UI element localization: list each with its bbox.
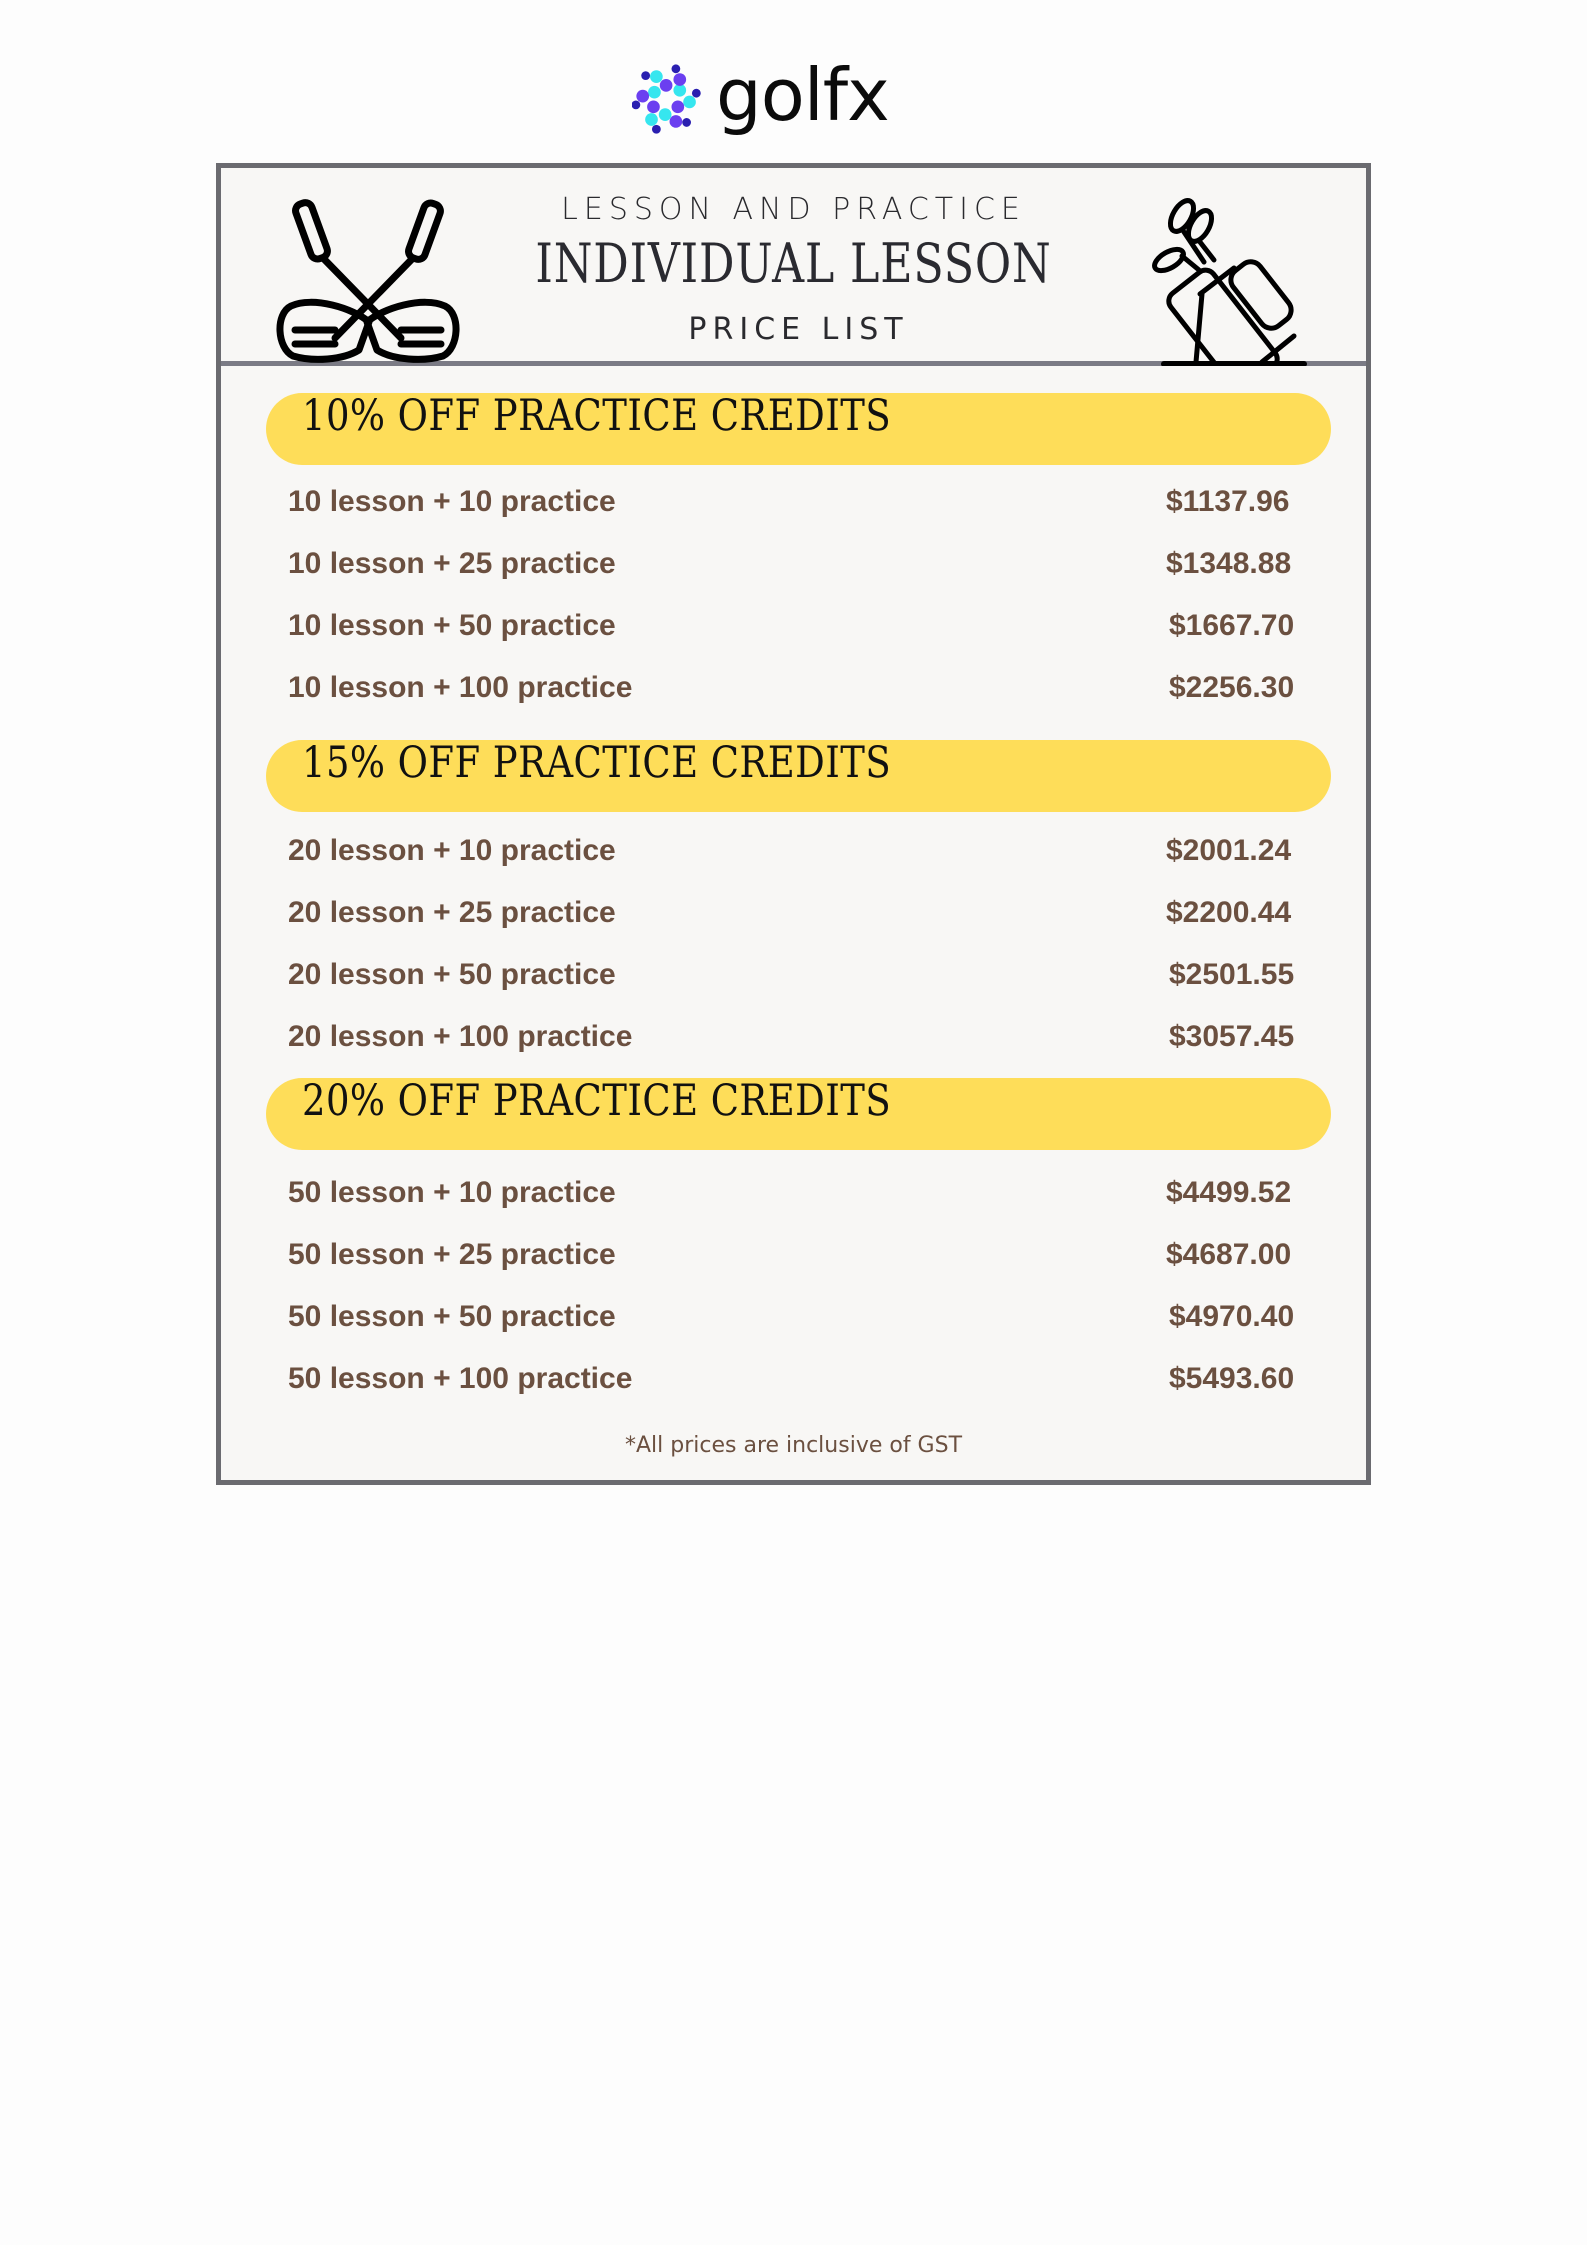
price-row — [266, 1350, 1331, 1412]
package-label: 50 lesson + 50 practice — [288, 1300, 616, 1333]
package-price: $2200.44 — [1166, 896, 1292, 929]
package-price: $4970.40 — [1169, 1300, 1295, 1333]
golfx-dots-logo-icon — [632, 61, 710, 139]
package-price: $2001.24 — [1166, 834, 1292, 867]
package-price: $1348.88 — [1166, 547, 1292, 580]
price-row — [266, 1164, 1331, 1226]
brand-logo — [632, 53, 889, 140]
section-heading: 10% OFF PRACTICE CREDITS — [302, 391, 892, 441]
package-label: 10 lesson + 50 practice — [288, 609, 616, 642]
package-label: 20 lesson + 25 practice — [288, 896, 616, 929]
section-heading: 15% OFF PRACTICE CREDITS — [302, 738, 892, 788]
section-heading: 20% OFF PRACTICE CREDITS — [302, 1076, 892, 1126]
package-price: $3057.45 — [1169, 1020, 1295, 1053]
section-heading-pill — [266, 393, 1331, 465]
package-price: $2501.55 — [1169, 958, 1295, 991]
section-heading-pill — [266, 1078, 1331, 1150]
package-label: 10 lesson + 10 practice — [288, 485, 616, 518]
package-price: $1137.96 — [1166, 485, 1290, 518]
brand-name: golfx — [716, 53, 889, 137]
package-label: 20 lesson + 50 practice — [288, 958, 616, 991]
package-label: 50 lesson + 100 practice — [288, 1362, 633, 1395]
price-row — [266, 659, 1331, 721]
pricing-section-10-off — [266, 393, 1331, 721]
gst-footnote: *All prices are inclusive of GST — [624, 1433, 963, 1458]
price-list-card — [216, 163, 1371, 1485]
price-row — [266, 1008, 1331, 1070]
price-row — [266, 946, 1331, 1008]
package-label: 20 lesson + 100 practice — [288, 1020, 633, 1053]
pricing-section-15-off — [266, 740, 1331, 1070]
header-eyebrow: LESSON AND PRACTICE — [561, 192, 1026, 227]
package-price: $2256.30 — [1169, 671, 1295, 704]
card-header — [221, 168, 1366, 366]
package-label: 50 lesson + 25 practice — [288, 1238, 616, 1271]
package-label: 10 lesson + 25 practice — [288, 547, 616, 580]
package-price: $1667.70 — [1169, 609, 1295, 642]
golf-bag-icon — [1144, 190, 1319, 366]
section-heading-pill — [266, 740, 1331, 812]
package-price: $5493.60 — [1169, 1362, 1295, 1395]
page-title: INDIVIDUAL LESSON — [535, 232, 1052, 295]
package-price: $4499.52 — [1166, 1176, 1292, 1209]
header-subtitle: PRICE LIST — [688, 312, 909, 347]
pricing-section-20-off — [266, 1078, 1331, 1412]
package-label: 10 lesson + 100 practice — [288, 671, 633, 704]
price-row — [266, 822, 1331, 884]
price-row — [266, 473, 1331, 535]
package-label: 50 lesson + 10 practice — [288, 1176, 616, 1209]
package-label: 20 lesson + 10 practice — [288, 834, 616, 867]
package-price: $4687.00 — [1166, 1238, 1292, 1271]
price-row — [266, 884, 1331, 946]
price-row — [266, 535, 1331, 597]
price-row — [266, 597, 1331, 659]
price-row — [266, 1288, 1331, 1350]
price-row — [266, 1226, 1331, 1288]
